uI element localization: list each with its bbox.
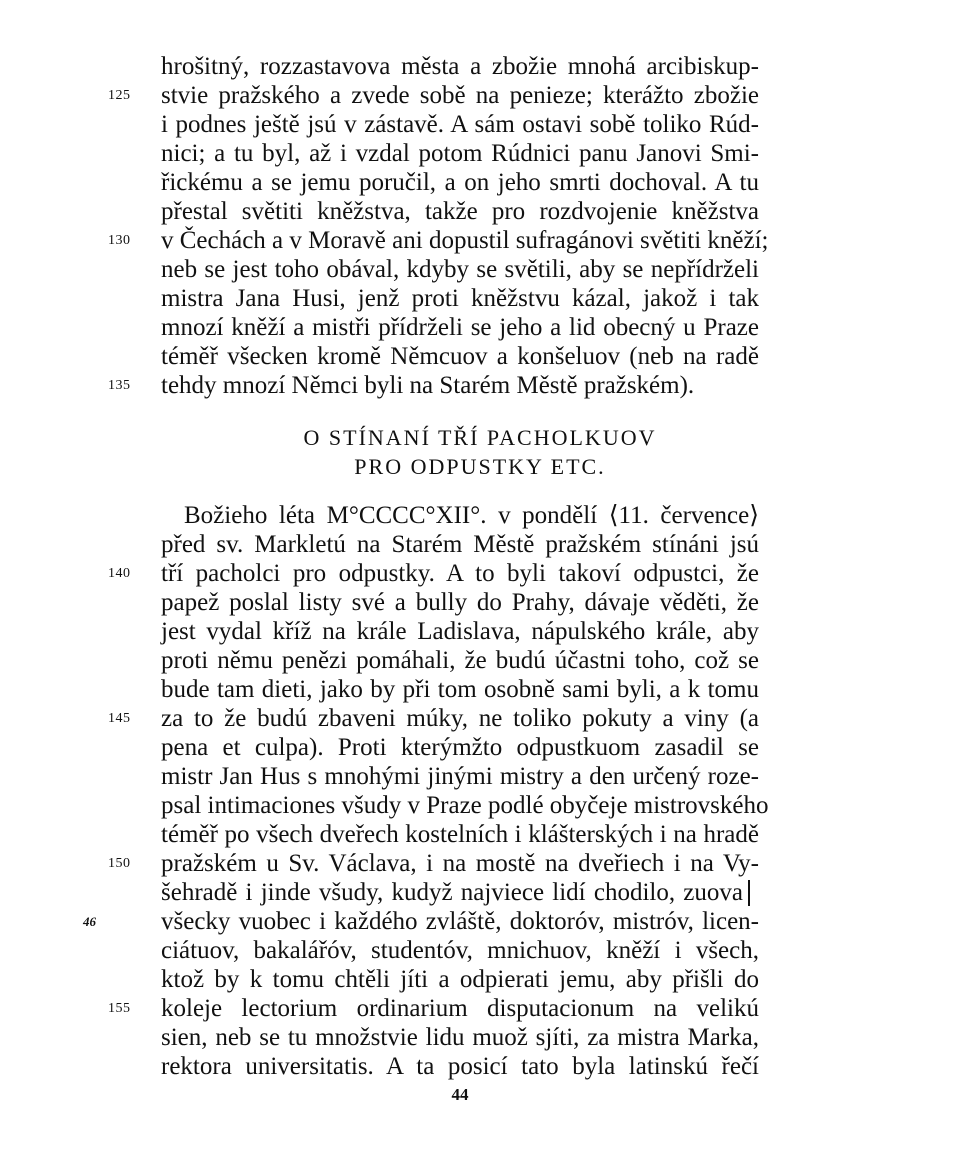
text-line: pena et culpa). Proti kterýmžto odpustkuom zasadil se: [161, 734, 759, 761]
text-line: koleje lectorium ordinarium disputacionum na velikú: [161, 995, 759, 1022]
text-line: papež poslal listy své a bully do Prahy, dávaje věděti, že: [161, 589, 759, 616]
text-line: tří pacholci pro odpustky. A to byli takoví odpustci, že: [161, 560, 759, 587]
margin-folio-note: 46: [83, 914, 96, 929]
line-number: 130: [108, 233, 131, 248]
page-number: 44: [451, 1085, 469, 1104]
text-line: pražském u Sv. Václava, i na mostě na dveřiech i na Vy-: [161, 850, 759, 877]
section-heading-line-2: PRO ODPUSTKY ETC.: [354, 454, 606, 479]
text-line: rektora universitatis. A ta posicí tato byla latinskú řečí: [161, 1053, 759, 1080]
text-line: bude tam dieti, jako by při tom osobně sami byli, a k tomu: [161, 676, 759, 703]
text-line: za to že budú zbaveni múky, ne toliko pokuty a viny (a: [161, 705, 759, 732]
text-line: mistr Jan Hus s mnohými jinými mistry a den určený roze-: [161, 763, 759, 790]
text-line: všecky vuobec i každého zvláště, doktoróv, mistróv, licen-: [161, 908, 759, 935]
text-line: jest vydal kříž na krále Ladislava, nápulského krále, aby: [161, 618, 759, 645]
text-line: i podnes ještě jsú v zástavě. A sám ostavi sobě toliko Rúd-: [161, 111, 759, 138]
column-break-mark: [748, 880, 750, 906]
line-number: 125: [108, 88, 131, 103]
text-line: přestal světiti kněžstva, takže pro rozdvojenie kněžstva: [161, 198, 759, 225]
text-line: řickému a se jemu poručil, a on jeho smrti dochoval. A tu: [161, 169, 759, 196]
text-line: stvie pražského a zvede sobě na penieze; kterážto zbožie: [161, 82, 759, 109]
text-line: sien, neb se tu množstvie lidu muož sjíti, za mistra Marka,: [161, 1024, 759, 1051]
line-number: 145: [108, 711, 131, 726]
text-line: téměř po všech dveřech kostelních i klášterských i na hradě: [161, 821, 759, 848]
text-line: psal intimaciones všudy v Praze podlé obyčeje mistrovského: [161, 792, 769, 819]
text-line: tehdy mnozí Němci byli na Starém Městě pražském).: [161, 372, 695, 399]
text-line: Božieho léta M°CCCC°XII°. v pondělí ⟨11. července⟩: [184, 502, 759, 529]
text-line: nici; a tu byl, až i vzdal potom Rúdnici panu Janovi Smi-: [161, 140, 759, 167]
text-line: šehradě i jinde všudy, kudyž najviece lidí chodilo, zuova: [161, 879, 743, 906]
text-line: hrošitný, rozzastavova města a zbožie mnohá arcibiskup-: [161, 53, 759, 80]
text-line: neb se jest toho obával, kdyby se světili, aby se nepřídrželi: [161, 256, 759, 283]
text-line: v Čechách a v Moravě ani dopustil sufragánovi světiti kněží;: [161, 227, 769, 254]
line-number: 150: [108, 856, 131, 871]
text-line: mnozí kněží a mistři přídrželi se jeho a lid obecný u Praze: [161, 314, 759, 341]
line-number: 155: [108, 1001, 131, 1016]
text-line: ktož by k tomu chtěli jíti a odpierati jemu, aby přišli do: [161, 966, 759, 993]
text-line: mistra Jana Husi, jenž proti kněžstvu kázal, jakož i tak: [161, 285, 759, 312]
text-line: před sv. Markletú na Starém Městě pražském stínáni jsú: [161, 531, 759, 558]
text-line: ciátuov, bakalářóv, studentóv, mnichuov, kněží i všech,: [161, 937, 759, 964]
line-number: 140: [108, 566, 131, 581]
text-line: proti němu penězi pomáhali, že budú účastni toho, což se: [161, 647, 759, 674]
line-number: 135: [108, 378, 131, 393]
section-heading-line-1: O STÍNANÍ TŘÍ PACHOLKUOV: [303, 425, 657, 450]
text-line: téměř všecken kromě Němcuov a konšeluov (neb na radě: [161, 343, 759, 370]
